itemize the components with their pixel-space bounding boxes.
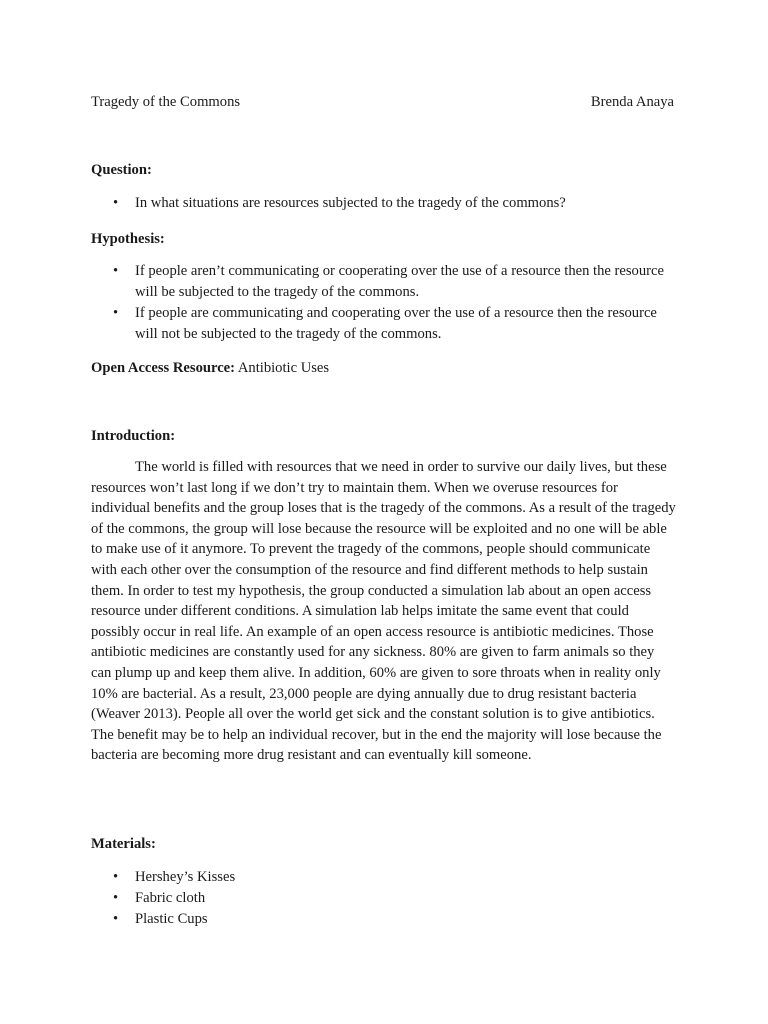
bullet-icon: •	[113, 911, 119, 927]
bullet-icon: •	[113, 263, 119, 279]
list-item-text: In what situations are resources subjected to the tragedy of the commons?	[135, 195, 566, 211]
list-item	[91, 888, 675, 909]
introduction-paragraph: The world is filled with resources that we need in order to survive our daily lives, but these resources won’t last long if we don’t try to maintain them. When we overuse resources for individual benefits and the group loses that is the tragedy of the commons. As a result of the tragedy of the commons, the group will lose because the resource will be exploited and no one will be able to make use of it anymore. To prevent the tragedy of the commons, people should communicate with each other over the consumption of the resource and find different methods to help sustain them. In order to test my hypothesis, the group conducted a simulation lab about an open access resource under different conditions. A simulation lab helps imitate the same event that could possibly occur in real life. An example of an open access resource is antibiotic medicines. Those antibiotic medicines are constantly used for any sickness. 80% are given to farm animals so they can plump up and keep them alive. In addition, 60% are given to sore throats when in reality only 10% are bacterial. As a result, 23,000 people are dying annually due to drug resistant bacteria (Weaver 2013). People all over the world get sick and the constant solution is to give antibiotics. The benefit may be to help an individual recover, but in the end the majority will lose because the bacteria are becoming more drug resistant and can eventually kill someone.	[91, 459, 676, 764]
materials-heading: Materials:	[91, 836, 156, 852]
list-item	[91, 909, 675, 930]
materials-list	[91, 867, 675, 930]
bullet-icon: •	[113, 869, 119, 885]
document-title: Tragedy of the Commons	[91, 94, 241, 110]
list-item-text: Fabric cloth	[135, 890, 206, 906]
hypothesis-list	[91, 261, 675, 345]
open-access-line	[91, 358, 329, 378]
open-access-label: Open Access Resource:	[91, 360, 236, 376]
author-name: Brenda Anaya	[590, 94, 674, 110]
document-header	[91, 92, 674, 112]
list-item-text: If people are communicating and cooperating over the use of a resource then the resource will not be subjected to the tragedy of the commons.	[135, 305, 657, 342]
list-item-text: Hershey’s Kisses	[135, 869, 236, 885]
question-list	[91, 193, 675, 214]
list-item	[91, 303, 675, 345]
list-item	[91, 867, 675, 888]
bullet-icon: •	[113, 890, 119, 906]
list-item-text: Plastic Cups	[135, 911, 208, 927]
bullet-icon: •	[113, 195, 119, 211]
open-access-value: Antibiotic Uses	[237, 360, 330, 376]
question-heading: Question:	[91, 162, 152, 178]
bullet-icon: •	[113, 305, 119, 321]
list-item-text: If people aren’t communicating or cooperating over the use of a resource then the resource will be subjected to the tragedy of the commons.	[135, 263, 664, 300]
list-item	[91, 193, 675, 214]
introduction-heading: Introduction:	[91, 428, 176, 444]
list-item	[91, 261, 675, 303]
hypothesis-heading: Hypothesis:	[91, 231, 165, 247]
